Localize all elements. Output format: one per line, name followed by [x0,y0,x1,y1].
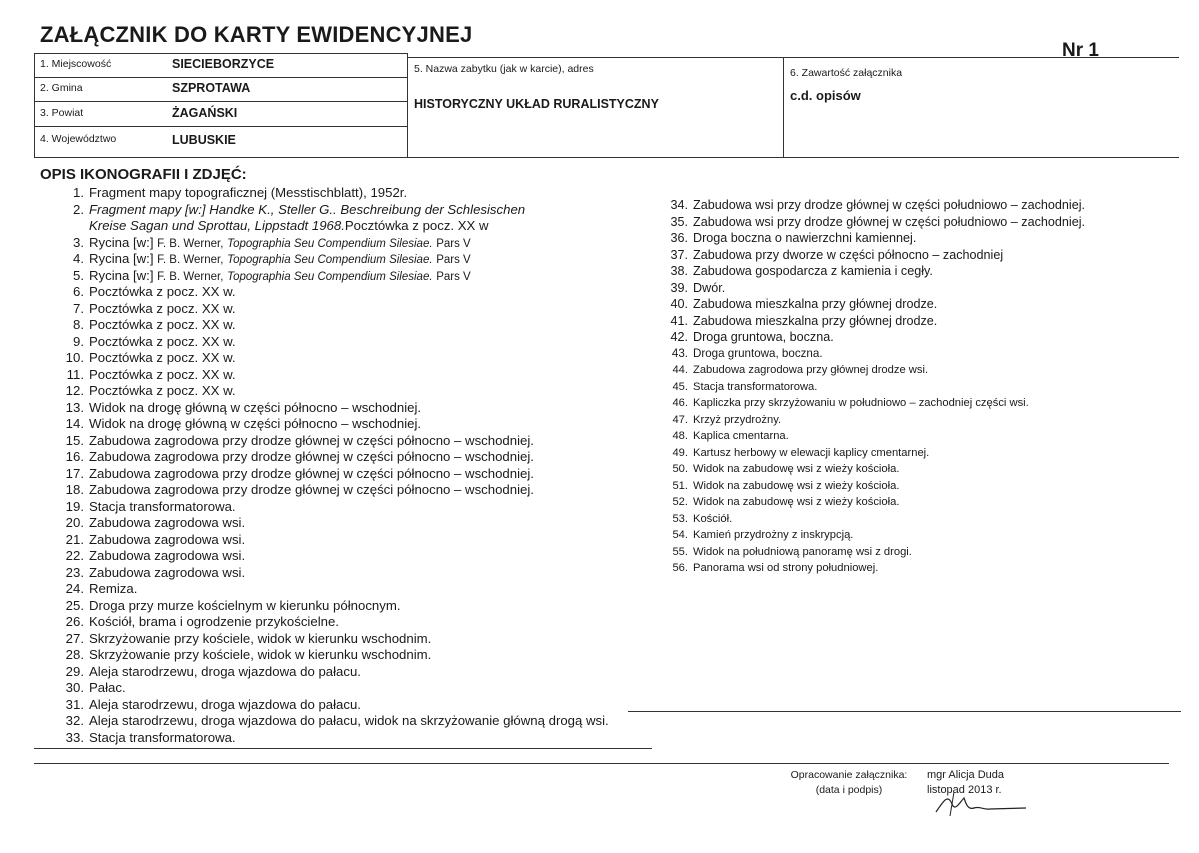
list-item: 4. Rycina [w:] F. B. Werner, Topographia Seu Compendium Silesiae. Pars V [73,251,471,266]
list-item: 13. Widok na drogę główną w części północno – wschodniej. [65,399,422,415]
list-item: 39. Dwór. [670,280,726,295]
list-item: 52. Widok na zabudowę wsi z wieży kościoła. [672,496,900,508]
list-item: 44. Zabudowa zagrodowa przy głównej drodze wsi. [672,364,929,376]
list-item: 37. Zabudowa przy dworze w części północno – zachodniej [670,247,1004,262]
table-top-line [34,53,408,54]
list-item: 25. Droga przy murze kościelnym w kierunku północnym. [65,597,401,613]
list-item: 42. Droga gruntowa, boczna. [670,330,834,344]
list-item: 26. Kościół, brama i ogrodzenie przykościelne. [65,614,339,629]
monument-label: 5. Nazwa zabytku (jak w karcie), adres [414,63,594,75]
list-item: 7. Pocztówka z pocz. XX w. [73,300,236,316]
list-item: 15. Zabudowa zagrodowa przy drodze głównej w części północno – wschodniej. [65,432,534,448]
footer-divider [34,763,1169,764]
list-item: 30. Pałac. [65,680,126,695]
list-item: 49. Kartusz herbowy w elewacji kaplicy cmentarnej. [672,446,930,459]
list-item: 28. Skrzyżowanie przy kościele, widok w kierunku wschodnim. [65,647,432,662]
section-title: OPIS IKONOGRAFII I ZDJĘĆ: [40,166,247,183]
list-item: 3. Rycina [w:] F. B. Werner, Topographia Seu Compendium Silesiae. Pars V [73,234,471,250]
list-item: 38. Zabudowa gospodarcza z kamienia i cegły. [670,264,933,278]
col-divider-2 [783,57,784,157]
list-item: 45. Stacja transformatorowa. [672,380,818,393]
content-label: 6. Zawartość załącznika [790,67,903,79]
items-list-right [662,197,1085,577]
list-item: 5. Rycina [w:] F. B. Werner, Topographia Seu Compendium Silesiae. Pars V [73,267,471,283]
author-date: listopad 2013 r. [927,784,1002,796]
field-value-wojewodztwo: LUBUSKIE [172,133,236,147]
list-item: 56. Panorama wsi od strony południowej. [672,562,879,574]
list-item: 20. Zabudowa zagrodowa wsi. [65,515,246,530]
row-divider-1 [34,77,408,78]
document-title: ZAŁĄCZNIK DO KARTY EWIDENCYJNEJ [40,22,473,47]
list-item: 11. Pocztówka z pocz. XX w. [66,366,236,382]
attachment-number: Nr 1 [1062,40,1099,61]
list-item: 47. Krzyż przydrożny. [672,413,782,426]
list-item: 17. Zabudowa zagrodowa przy drodze głównej w części północno – wschodniej. [65,465,534,481]
list-item: 34. Zabudowa wsi przy drodze głównej w części południowo – zachodniej. [670,198,1086,212]
author-name: mgr Alicja Duda [927,769,1005,781]
list-item: 53. Kościół. [672,512,733,525]
field-label-powiat: 3. Powiat [40,107,84,119]
list-item: 21. Zabudowa zagrodowa wsi. [65,531,246,547]
prepared-label: Opracowanie załącznika: [790,769,908,781]
items-list-left [58,185,609,746]
list-item: 16. Zabudowa zagrodowa przy drodze głównej w części północno – wschodniej. [65,449,534,464]
date-sign-label: (data i podpis) [815,784,883,796]
list-item: 46. Kapliczka przy skrzyżowaniu w południowo – zachodniej części wsi. [672,397,1029,409]
list-item: 9. Pocztówka z pocz. XX w. [73,333,236,349]
right-column-end-line [628,711,1181,712]
list-item: 48. Kaplica cmentarna. [672,430,789,442]
list-item: 18. Zabudowa zagrodowa przy drodze głównej w części północno – wschodniej. [65,482,534,497]
list-item: 24. Remiza. [65,581,138,596]
list-end-line [34,748,652,749]
signature [930,790,1030,820]
col-divider-1 [407,53,408,157]
list-item: 55. Widok na południową panoramę wsi z drogi. [672,545,912,558]
list-item: 10. Pocztówka z pocz. XX w. [65,350,236,365]
table-top-line-right [408,57,1179,58]
list-item: 36. Droga boczna o nawierzchni kamiennej. [670,231,917,245]
list-item: 1. Fragment mapy topograficznej (Messtischblatt), 1952r. [73,185,408,200]
list-item: 32. Aleja starodrzewu, droga wjazdowa do pałacu, widok na skrzyżowanie główną drogą wsi. [65,713,609,728]
col-divider-left [34,53,35,157]
list-item: 12. Pocztówka z pocz. XX w. [65,383,236,398]
list-item: 6. Pocztówka z pocz. XX w. [73,284,236,299]
list-item: 22. Zabudowa zagrodowa wsi. [65,548,246,563]
monument-value: HISTORYCZNY UKŁAD RURALISTYCZNY [414,97,659,111]
field-label-miejscowosc: 1. Miejscowość [40,58,112,70]
row-divider-2 [34,101,408,102]
list-item: 54. Kamień przydrożny z inskrypcją. [672,529,854,541]
row-divider-3 [34,126,408,127]
field-label-gmina: 2. Gmina [40,82,83,94]
list-item: 19. Stacja transformatorowa. [65,498,236,514]
list-item: 23. Zabudowa zagrodowa wsi. [65,564,246,580]
field-label-wojewodztwo: 4. Województwo [40,133,117,145]
list-item: 14. Widok na drogę główną w części północno – wschodniej. [65,416,422,431]
content-value: c.d. opisów [790,88,861,103]
list-item: 51. Widok na zabudowę wsi z wieży kościoła. [672,479,900,492]
list-item: 31. Aleja starodrzewu, droga wjazdowa do pałacu. [65,696,361,712]
list-item: 43. Droga gruntowa, boczna. [671,346,823,360]
list-item: 27. Skrzyżowanie przy kościele, widok w kierunku wschodnim. [65,630,432,646]
list-item: 8. Pocztówka z pocz. XX w. [73,317,236,332]
field-value-gmina: SZPROTAWA [172,81,251,95]
list-item: 29. Aleja starodrzewu, droga wjazdowa do pałacu. [65,663,361,679]
field-value-powiat: ŻAGAŃSKI [172,106,238,120]
list-item: 41. Zabudowa mieszkalna przy głównej drodze. [670,313,938,328]
list-item: 40. Zabudowa mieszkalna przy głównej drodze. [670,297,938,311]
list-item: 35. Zabudowa wsi przy drodze głównej w części południowo – zachodniej. [670,214,1086,229]
list-item: 33. Stacja transformatorowa. [65,729,236,745]
table-bottom-line [34,157,1179,158]
list-item: 50. Widok na zabudowę wsi z wieży kościoła. [672,463,900,475]
field-value-miejscowosc: SIECIEBORZYCE [172,57,275,71]
list-item: 2. Fragment mapy [w:] Handke K., Steller G.. Beschreibung der Schlesischen Kreise Sagan und Sprottau, Lippstadt 1968.Pocztówka z pocz. XX w [73,201,526,233]
